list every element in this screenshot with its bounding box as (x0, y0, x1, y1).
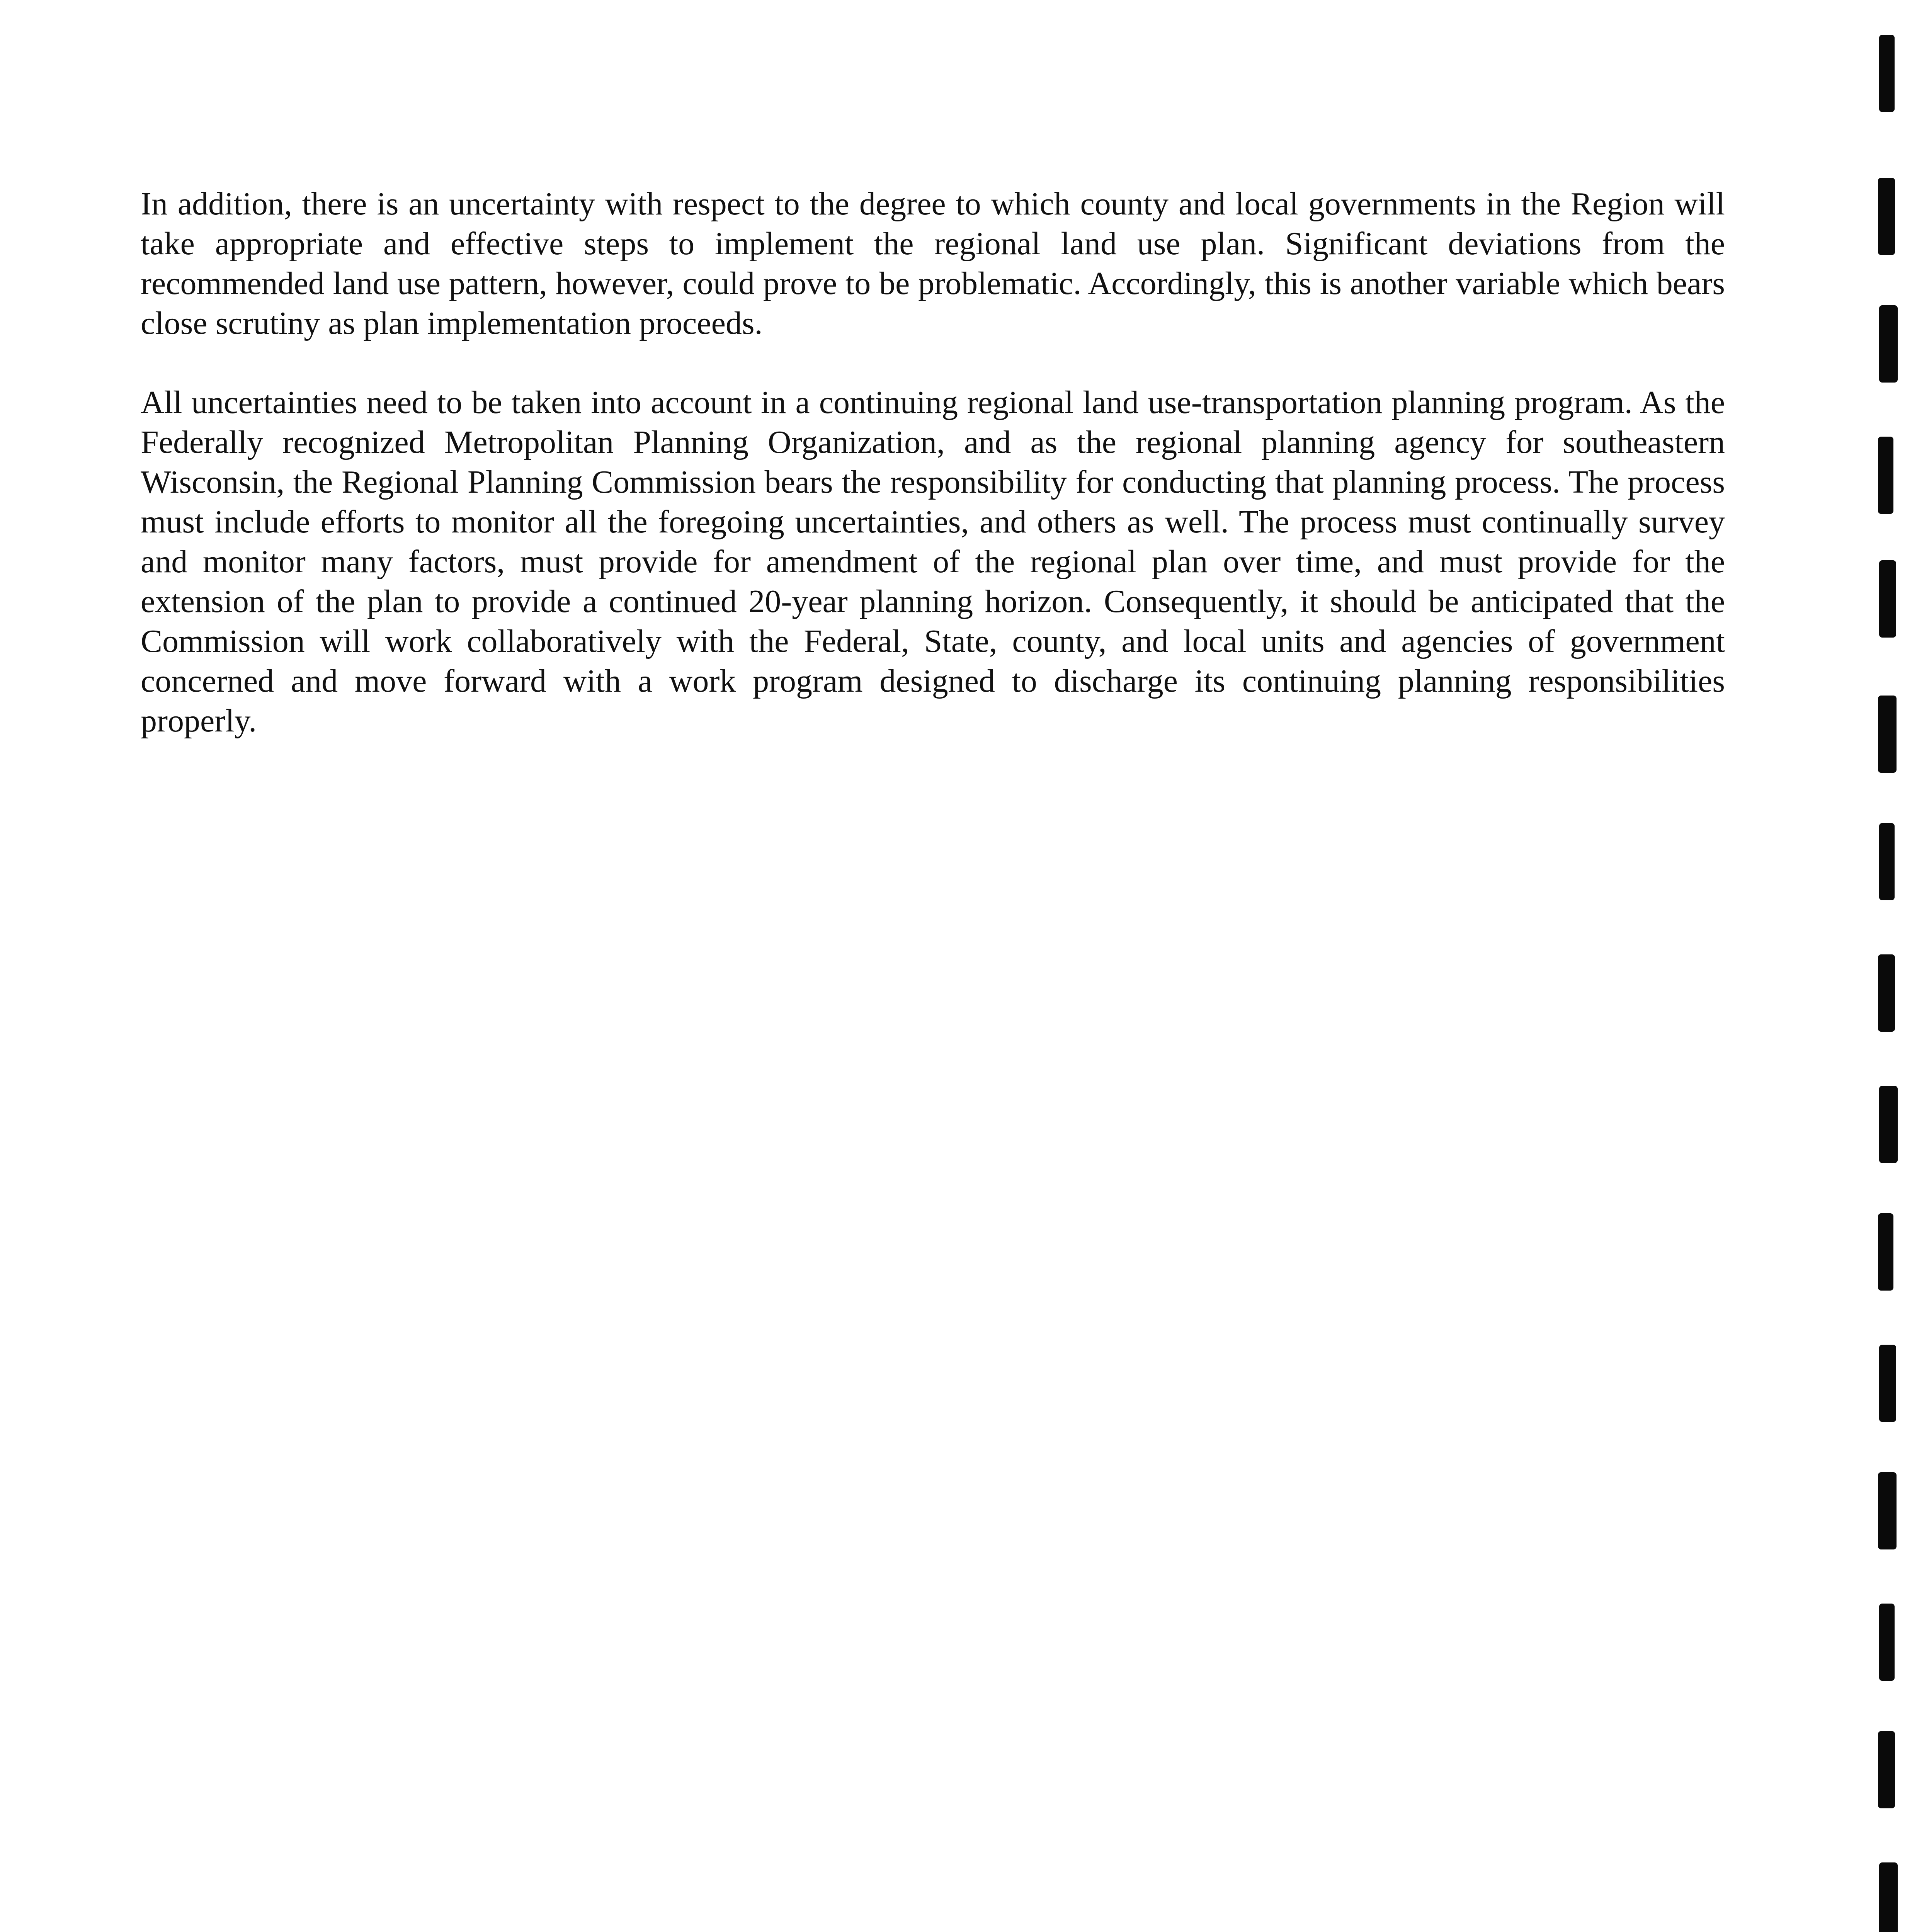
binding-hole-mark (1879, 1862, 1898, 1932)
binding-hole-mark (1879, 1345, 1896, 1422)
binding-hole-mark (1878, 1731, 1895, 1808)
binding-hole-mark (1878, 437, 1893, 514)
binding-hole-mark (1879, 1604, 1895, 1681)
spiral-binding-marks (1859, 0, 1917, 1932)
binding-hole-mark (1879, 560, 1896, 638)
body-paragraph-2: All uncertainties need to be taken into account in a continuing regional land use-transportation planning program. As the Federally recognized Metropolitan Planning Organization, and as the regional planning agency for southeastern Wisconsin, the Regional Planning Commission bears the responsibility for conducting that planning process. The process must include efforts to monitor all the foregoing uncertainties, and others as well. The process must continually survey and monitor many factors, must provide for amendment of the regional plan over time, and must provide for the extension of the plan to provide a continued 20-year planning horizon. Consequently, it should be anticipated that the Commission will work collaboratively with the Federal, State, county, and local units and agencies of government concerned and move forward with a work program designed to discharge its continuing planning responsibilities properly. (141, 384, 1725, 739)
binding-hole-mark (1878, 954, 1895, 1032)
binding-hole-mark (1879, 305, 1898, 383)
binding-hole-mark (1879, 35, 1895, 112)
binding-hole-mark (1878, 178, 1895, 255)
body-paragraph-1: In addition, there is an uncertainty with respect to the degree to which county and local governments in the Region will take appropriate and effective steps to implement the regional land use plan. Significant deviations from the recommended land use pattern, however, could prove to be problematic. Accordingly, this is another variable which bears close scrutiny as plan implementation proceeds. (141, 186, 1725, 341)
binding-hole-mark (1878, 1213, 1893, 1291)
binding-hole-mark (1879, 823, 1895, 900)
binding-hole-mark (1879, 1086, 1898, 1163)
binding-hole-mark (1878, 1472, 1897, 1549)
binding-hole-mark (1878, 696, 1897, 773)
